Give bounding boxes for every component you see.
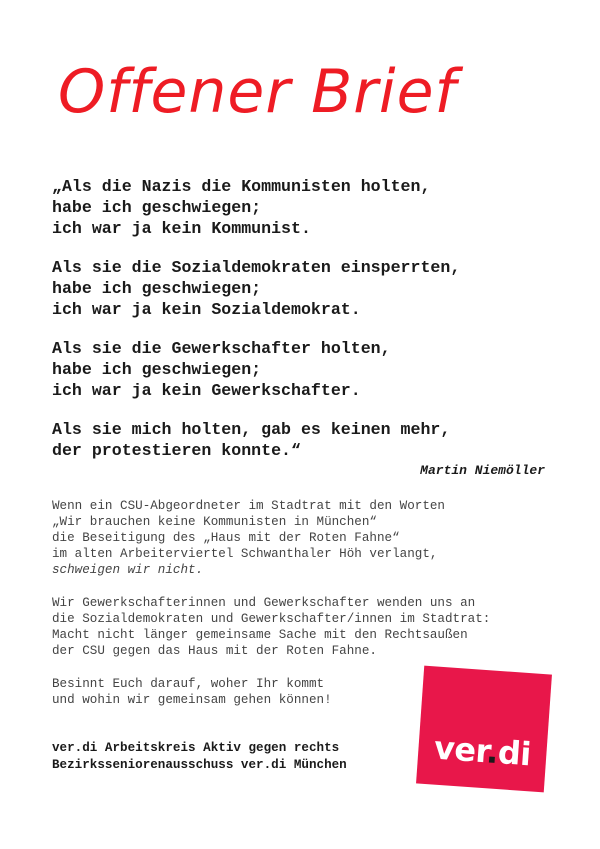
poem-line: ich war ja kein Sozialdemokrat. [52, 300, 361, 319]
poem-line: ich war ja kein Gewerkschafter. [52, 381, 361, 400]
statement-line: Wir Gewerkschafterinnen und Gewerkschafter wenden uns an [52, 596, 476, 610]
statement-line: und wohin wir gemeinsam gehen können! [52, 693, 332, 707]
poem-line: der protestieren konnte.“ [52, 441, 301, 460]
logo-dot: . [485, 732, 500, 771]
statement-line: der CSU gegen das Haus mit der Roten Fahne. [52, 644, 377, 658]
statement-line: die Sozialdemokraten und Gewerkschafter/innen im Stadtrat: [52, 612, 491, 626]
poem-line: habe ich geschwiegen; [52, 198, 262, 217]
statement-line: Besinnt Euch darauf, woher Ihr kommt [52, 677, 325, 691]
poem-stanza [52, 419, 552, 461]
statement-line: Macht nicht länger gemeinsame Sache mit den Rechtsaußen [52, 628, 468, 642]
signature-line: Bezirksseniorenausschuss ver.di München [52, 758, 347, 772]
logo-text-part: di [496, 733, 533, 774]
poem-line: habe ich geschwiegen; [52, 360, 262, 379]
poem-stanza [52, 257, 552, 320]
signature-line: ver.di Arbeitskreis Aktiv gegen rechts [52, 741, 340, 755]
poem-line: Als sie die Gewerkschafter holten, [52, 339, 391, 358]
poem-line: Als sie mich holten, gab es keinen mehr, [52, 420, 451, 439]
statement-paragraph [52, 595, 552, 659]
statement-line: schweigen wir nicht. [52, 563, 204, 577]
statement-line: „Wir brauchen keine Kommunisten in München“ [52, 515, 377, 529]
verdi-logo [416, 666, 552, 793]
poem [52, 176, 552, 479]
logo-text-part: ver [432, 728, 488, 771]
logo-wordmark [417, 728, 547, 775]
poem-stanza [52, 338, 552, 401]
statement-line: die Beseitigung des „Haus mit der Roten Fahne“ [52, 531, 400, 545]
poem-stanza [52, 176, 552, 239]
poem-author: Martin Niemöller [420, 463, 545, 478]
poem-line: Als sie die Sozialdemokraten einsperrten, [52, 258, 461, 277]
page-title: Offener Brief [58, 57, 457, 127]
poem-line: habe ich geschwiegen; [52, 279, 262, 298]
poem-line: „Als die Nazis die Kommunisten holten, [52, 177, 431, 196]
statement-paragraph [52, 498, 552, 578]
statement-line: im alten Arbeiterviertel Schwanthaler Höh verlangt, [52, 547, 438, 561]
poem-line: ich war ja kein Kommunist. [52, 219, 311, 238]
signature [52, 740, 347, 774]
statement-line: Wenn ein CSU-Abgeordneter im Stadtrat mit den Worten [52, 499, 445, 513]
